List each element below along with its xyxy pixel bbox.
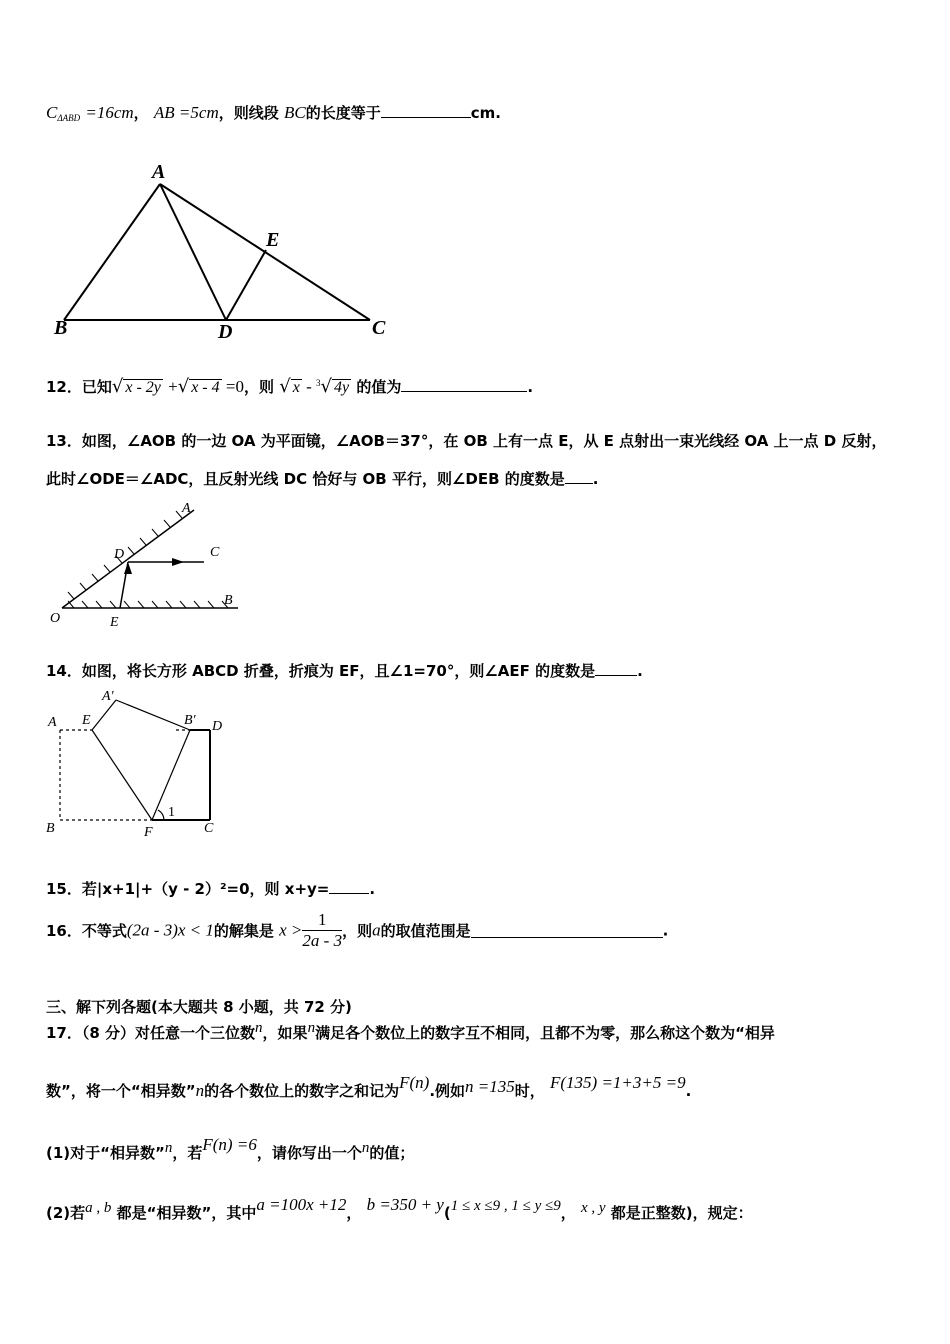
answer-blank [329,879,369,894]
vars-a-b: a , b [85,1200,112,1216]
fraction-numerator: 1 [302,910,342,931]
q17-text: 都是正整数)，规定： [610,1204,753,1222]
q17-text: .例如 [429,1082,466,1100]
inequality: (2a - 3)x < 1 [126,920,214,940]
unit: cm. [470,104,501,122]
triangle-figure [40,158,400,348]
sqrt-expr-2: x - 4 [191,379,220,396]
q17-text: 的值； [369,1144,415,1162]
answer-blank [401,377,527,392]
minus: - [301,377,316,396]
label-b: B [54,317,68,339]
q17-text: 的各个数位上的数字之和记为 [204,1082,400,1100]
label-b: B [224,593,233,608]
cbrt-index: 3 [316,378,321,388]
label-d: D [212,719,223,734]
fraction-denominator: 2a - 3 [302,931,343,950]
answer-blank [565,469,593,484]
q17-text: (1)对于“相异数” [46,1144,165,1162]
q17-line1 [46,1020,775,1043]
label-b-prime: B′ [184,713,196,728]
folded-rectangle-figure [40,686,240,842]
q14-text: 14．如图，将长方形 ABCD 折叠，折痕为 EF，且∠1=70°，则∠AEF 的度数是 [46,662,596,680]
variable-a: a [372,920,381,940]
q14-end: . [637,662,643,680]
q12-end: . [527,378,534,396]
q16-text4: 的取值范围是 [380,922,471,940]
sqrt-sign: √ [279,376,291,397]
section-3-title: 三、解下列各题(本大题共 8 小题，共 72 分) [46,998,352,1016]
label-c: C [210,545,220,560]
ab-length: AB =5cm [153,103,219,122]
answer-blank [471,923,663,938]
q17-text: 满足各个数位上的数字互不相同，且都不为零，那么称这个数为“相异 [315,1024,775,1042]
var-n: n [255,1020,263,1036]
q12-text2: 的值为 [356,378,402,396]
q16-line [46,910,668,951]
q17-text: 17．（8 分）对任意一个三位数 [46,1024,256,1042]
c-symbol: C [46,103,58,122]
q17-text: ( [443,1204,451,1222]
q16-text1: 16．不等式 [46,922,127,940]
label-e: E [82,713,91,728]
q13-end: . [592,470,599,488]
answer-blank [595,661,637,676]
q17-text: 时， [514,1082,545,1100]
q17-part1 [46,1135,415,1163]
q17-part2 [46,1195,753,1223]
q15-line [46,878,375,899]
label-a: A [152,161,166,183]
q12-number: 12．已知 [46,378,112,396]
f-135-example: F(135) =1+3+5 =9 [550,1073,686,1092]
bc-segment: BC [283,103,306,122]
n-equals-135: n =135 [465,1077,515,1096]
q12-text1: ，则 [243,378,274,396]
q14-line [46,660,643,681]
label-b: B [46,821,55,836]
label-angle-1: 1 [168,805,175,820]
f-of-n: F(n) [399,1073,430,1092]
q16-text2: 的解集是 [213,922,274,940]
cbrt-expr: 4y [333,379,350,396]
var-n: n [164,1140,173,1156]
q11-line [46,102,501,123]
label-a-prime: A′ [102,689,114,704]
vars-x-y: x , y [580,1200,606,1216]
q17-text: ，请你写出一个 [256,1144,362,1162]
var-n: n [307,1020,316,1036]
q17-text: ， [560,1204,576,1222]
q17-text: . [685,1082,692,1100]
comma: ， [133,104,149,122]
plus: + [168,377,178,396]
label-c: C [204,821,214,836]
label-o: O [50,611,61,626]
equals-zero: =0 [221,377,244,396]
fraction [302,910,342,951]
q17-text: (2)若 [46,1204,86,1222]
label-a: A [182,501,191,516]
xy-range: 1 ≤ x ≤9 , 1 ≤ y ≤9 [450,1198,561,1214]
f-n-equals-6: F(n) =6 [202,1135,257,1154]
c-value: =16cm [85,103,134,122]
q17-text: 都是“相异数”，其中 [116,1204,257,1222]
sqrt-sign: √ [111,376,124,397]
label-a: A [48,715,57,730]
answer-blank [381,103,471,118]
mirror-figure [44,496,254,636]
q15-text: 15．若|x+1|+（y - 2）²=0，则 x+y= [46,880,330,898]
cbrt-sign: √ [320,376,332,397]
label-f: F [144,825,153,840]
b-equation: b =350 + y [366,1195,444,1214]
q13-text: 此时∠ODE＝∠ADC，且反射光线 DC 恰好与 OB 平行，则∠DEB 的度数是 [46,470,565,488]
q17-text: ， [346,1204,362,1222]
label-e: E [266,229,280,251]
q17-line2 [46,1073,692,1101]
label-d: D [218,321,233,343]
x-greater: x > [279,920,303,940]
q17-text: ，若 [172,1144,203,1162]
var-n: n [195,1081,205,1100]
label-c: C [372,317,386,339]
a-equation: a =100x +12 [256,1195,347,1214]
q17-text: ，如果 [262,1024,308,1042]
c-subscript: ΔABD [57,113,81,123]
q15-end: . [369,880,376,898]
q17-text: 数”，将一个“相异数” [46,1082,196,1100]
sqrt-sign: √ [177,376,190,397]
q11-text1: ，则线段 [218,104,279,122]
q12-line [46,376,533,397]
q13-line1: 13．如图，∠AOB 的一边 OA 为平面镜，∠AOB＝37°，在 OB 上有一点 E，从 E 点射出一束光线经 OA 上一点 D 反射， [46,432,887,450]
q16-end: . [662,921,669,940]
label-e: E [110,615,119,630]
label-d: D [114,547,125,562]
q13-line2 [46,468,598,489]
q16-text3: ，则 [342,922,373,940]
sqrt-expr-1: x - 2y [125,379,161,396]
q11-text2: 的长度等于 [305,104,381,122]
sqrt-expr-3: x [292,379,300,396]
var-n: n [361,1140,370,1156]
